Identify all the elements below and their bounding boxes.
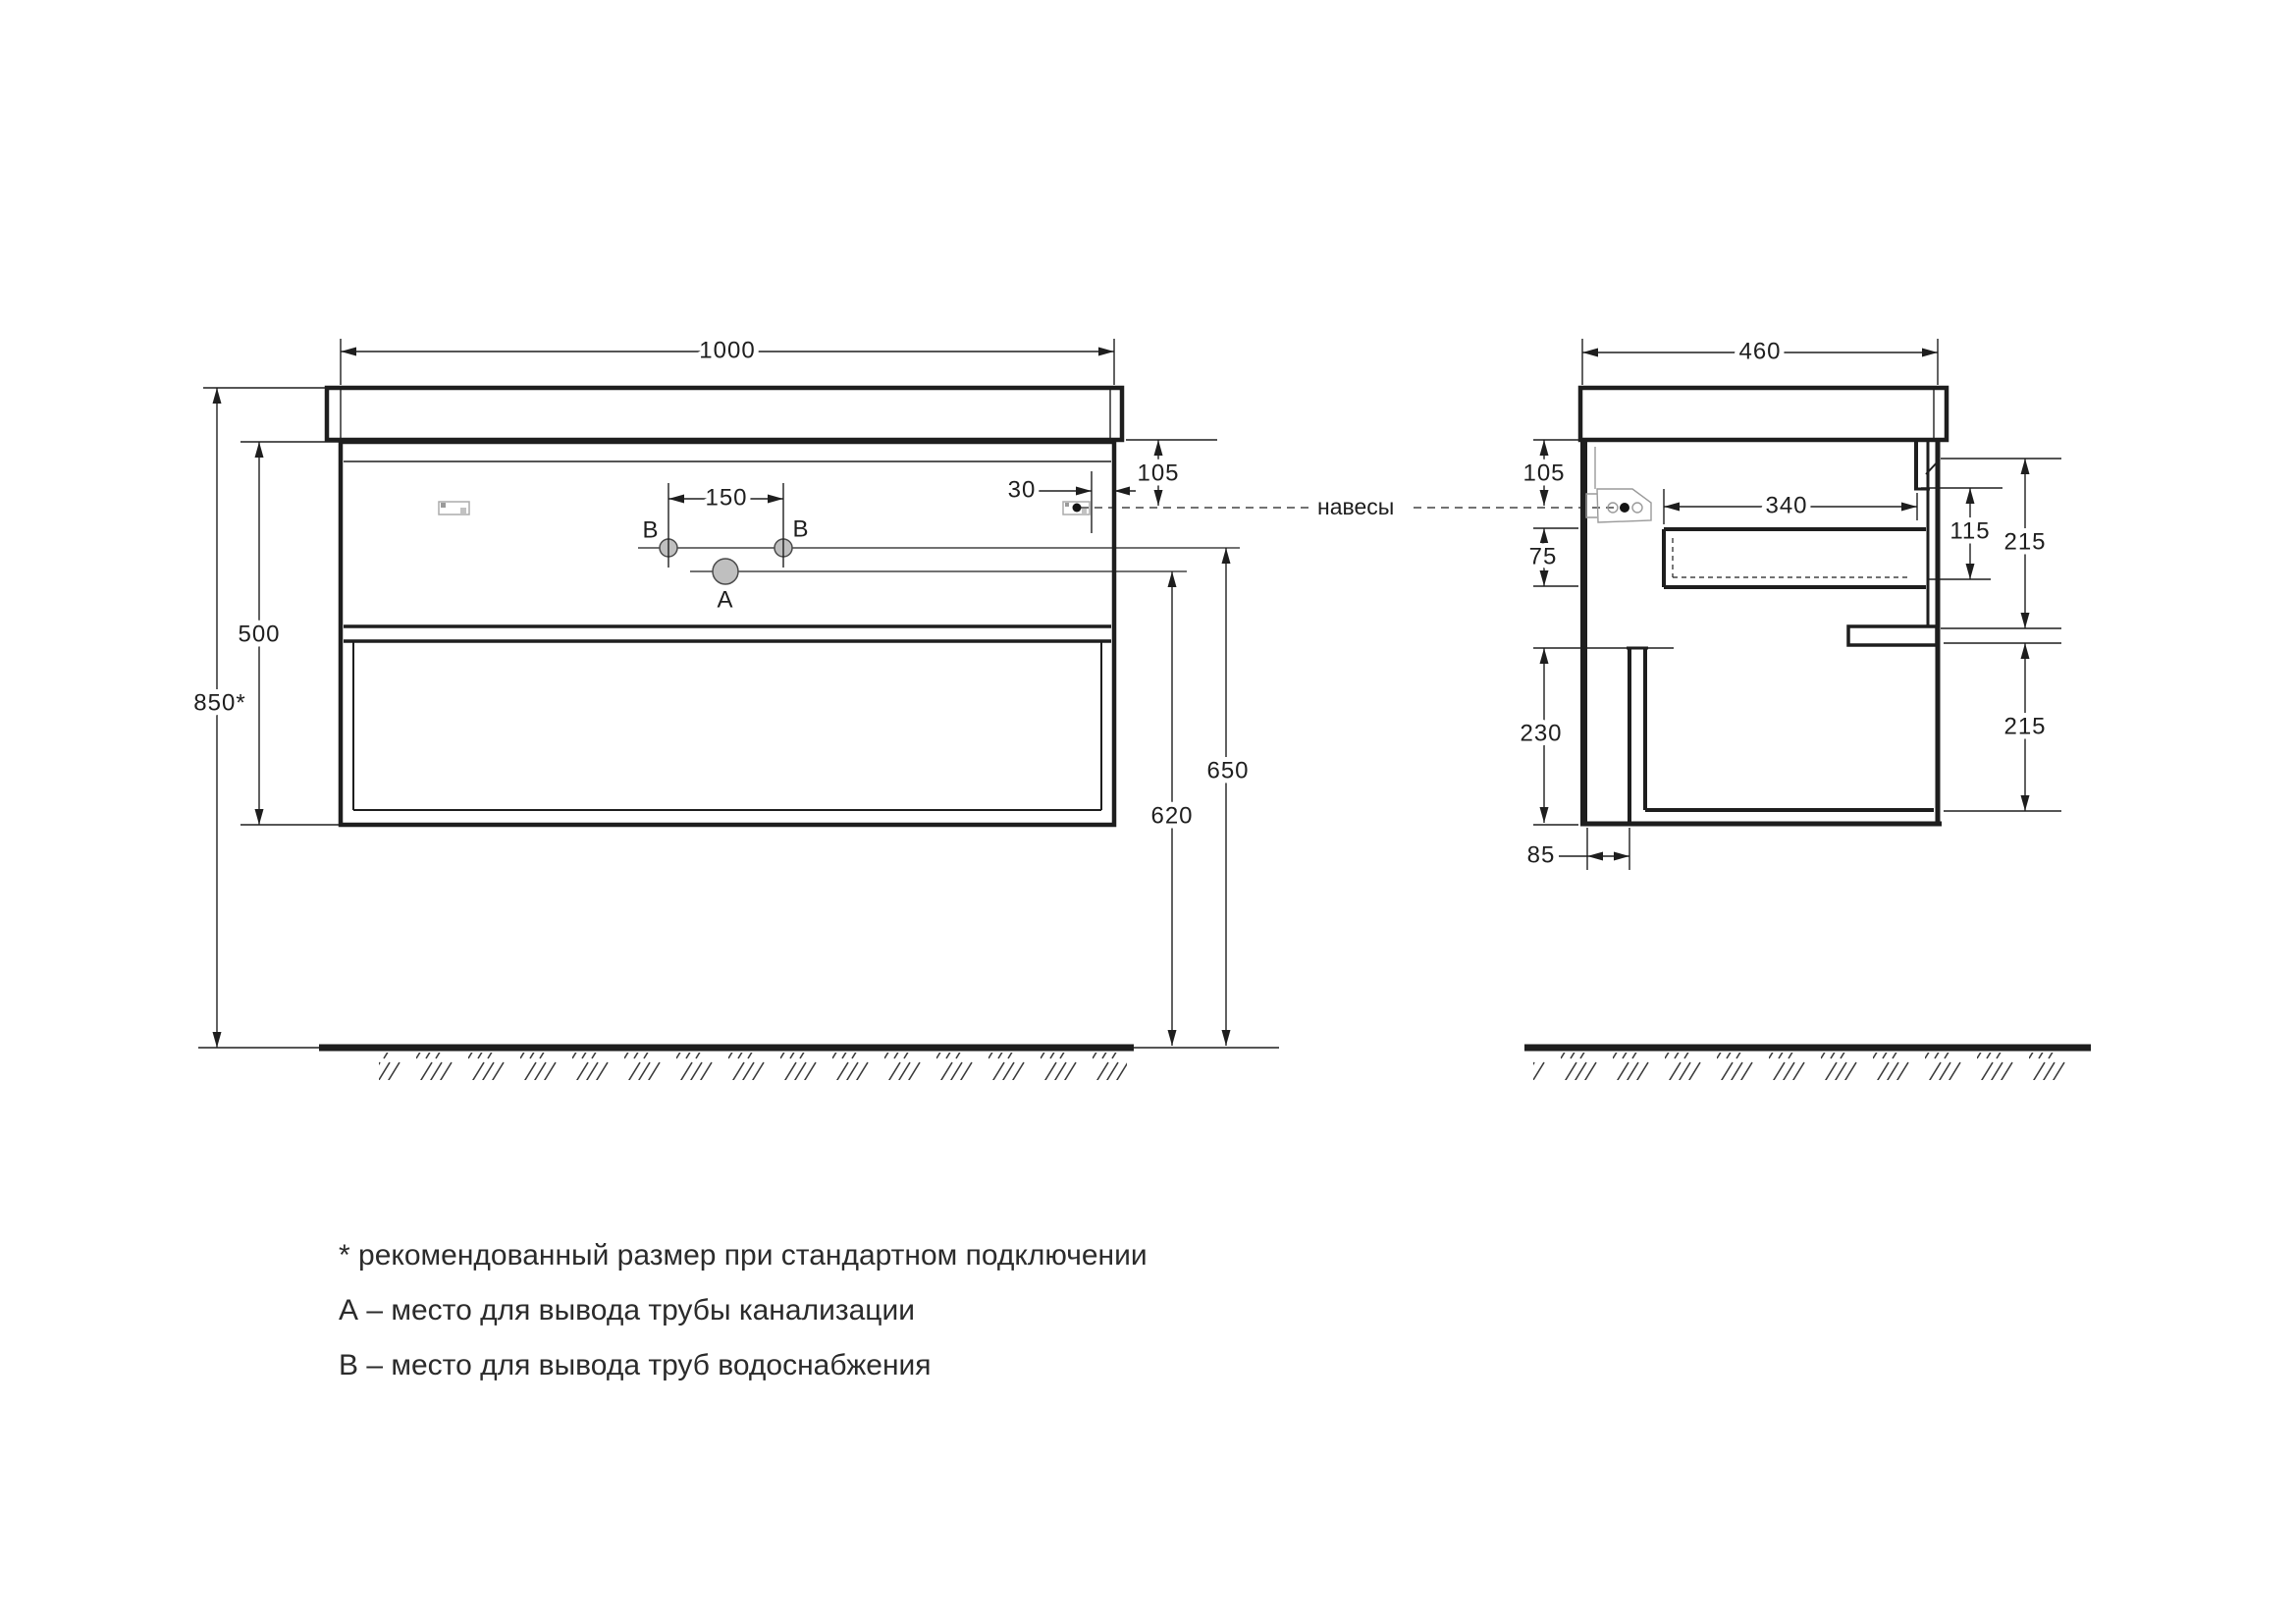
dim-rail-offset [1527, 828, 1629, 870]
dim-depth-label: 460 [1738, 338, 1782, 365]
dim-faucet-spacing [668, 483, 783, 568]
label-b-right: B [792, 515, 810, 543]
floor-front [198, 1048, 1279, 1080]
note-recommended-size: * рекомендованный размер при стандартном подключении [339, 1239, 1148, 1272]
dim-inner-height-label: 115 [1949, 517, 1991, 545]
dim-total-height [193, 388, 327, 1048]
side-countertop [1580, 388, 1947, 440]
dim-drawer-gap [1529, 528, 1578, 586]
dim-lower-offset [1944, 643, 2061, 811]
dim-water-outlet-height-label: 650 [1206, 757, 1250, 785]
dim-total-height-label: 850* [193, 689, 246, 717]
dim-hanger-height-front-label: 105 [1137, 460, 1180, 487]
dim-lower-offset-label: 215 [2003, 713, 2047, 740]
drain-outlet-hole [713, 559, 738, 584]
side-carcass [1580, 440, 1942, 826]
outlet-holes [638, 515, 1240, 613]
dim-drain-outlet-height [1150, 571, 1193, 1046]
dim-bottom-clearance [1520, 648, 1674, 825]
dim-front-width-label: 1000 [699, 337, 756, 364]
dim-hanger-offset-label: 30 [1007, 476, 1037, 504]
label-a: A [717, 586, 734, 614]
dim-hanger-height-side [1522, 440, 1578, 506]
front-countertop [327, 388, 1122, 440]
dim-cabinet-height-label: 500 [238, 621, 281, 648]
dim-rail-offset-label: 85 [1526, 841, 1556, 869]
hangers-reference-line [1081, 494, 1622, 519]
side-drawer-box [1664, 529, 1926, 587]
dim-drawer-depth [1664, 489, 1917, 524]
side-view [1520, 338, 2091, 1080]
front-view [193, 337, 1279, 1080]
dim-faucet-spacing-label: 150 [705, 484, 748, 512]
drawer-rail-ledge [1848, 626, 1937, 645]
dim-drawer-gap-label: 75 [1528, 543, 1558, 570]
dim-inner-height [1921, 488, 2002, 579]
hanger-bracket-left-icon [439, 502, 469, 514]
hangers-label: навесы [1317, 494, 1395, 520]
dim-drawer-depth-label: 340 [1765, 492, 1808, 519]
hanger-hole-dot-side [1620, 503, 1629, 513]
dim-upper-offset-label: 215 [2003, 528, 2047, 556]
note-a-definition: А – место для вывода трубы канализации [339, 1294, 915, 1326]
dim-front-width [341, 337, 1114, 385]
floor-hatching-side [1533, 1053, 2081, 1080]
floor-hatching-front [379, 1053, 1127, 1080]
dim-cabinet-height [238, 442, 341, 825]
hanger-bracket-side-icon [1586, 447, 1651, 522]
dim-drain-outlet-height-label: 620 [1150, 802, 1194, 830]
footnotes [339, 1239, 1148, 1381]
label-b-left: B [642, 516, 660, 544]
note-b-definition: В – место для вывода труб водоснабжения [339, 1349, 932, 1381]
dim-hanger-height-side-label: 105 [1522, 460, 1566, 487]
dim-depth [1582, 338, 1938, 385]
dim-water-outlet-height [1206, 548, 1249, 1046]
dim-hanger-height-front [1126, 440, 1217, 506]
floor-side [1524, 1048, 2091, 1080]
dim-bottom-clearance-label: 230 [1520, 720, 1563, 747]
hanger-hole-dot [1073, 504, 1082, 513]
